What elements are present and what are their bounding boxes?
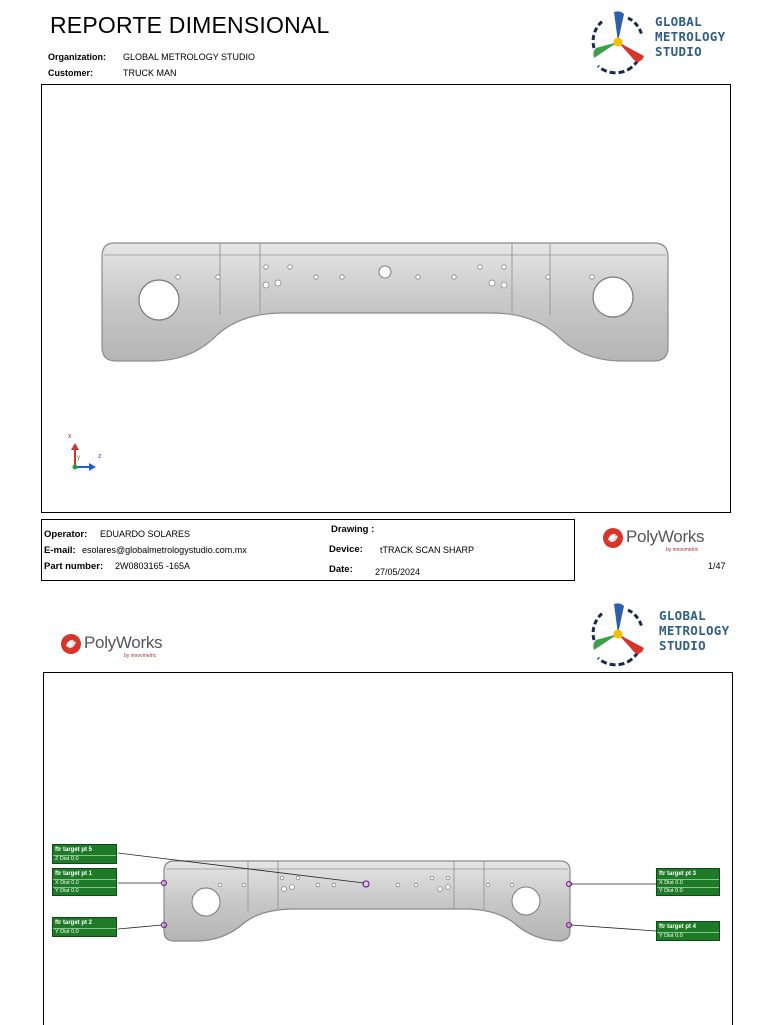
- callout-title: ftr target pt 1: [55, 871, 93, 877]
- polyworks-by-page-2: by innovmetric: [124, 653, 157, 659]
- propeller-icon: [584, 6, 652, 78]
- organization-label: Organization:: [48, 52, 106, 62]
- polyworks-brand-page-2: PolyWorks: [84, 633, 163, 652]
- logo-line-3-page-2: STUDIO: [659, 638, 706, 653]
- callout-row: Y Dist 0.0: [657, 932, 719, 940]
- date-value: 27/05/2024: [375, 567, 421, 577]
- logo-line-3: STUDIO: [655, 44, 702, 59]
- axis-label-z: z: [98, 453, 102, 460]
- company-logo: [584, 6, 746, 78]
- callout-target-pt2[interactable]: [52, 917, 117, 937]
- callout-target-pt5[interactable]: [52, 844, 117, 864]
- part-number-label: Part number:: [44, 561, 104, 572]
- axis-triad: [66, 433, 116, 473]
- polyworks-by: by innovmetric: [666, 547, 699, 553]
- logo-line-2-page-2: METROLOGY: [659, 623, 730, 638]
- logo-line-1-page-2: GLOBAL: [659, 608, 706, 623]
- callout-row: X Dist 0.0: [657, 879, 719, 887]
- email-label: E-mail:: [44, 545, 76, 556]
- callout-title: ftr target pt 2: [55, 920, 93, 926]
- part-model-front-view: [42, 85, 730, 512]
- callout-title: ftr target pt 3: [659, 871, 697, 877]
- logo-line-1: GLOBAL: [655, 14, 702, 29]
- part-number-value: 2W0803165 -165A: [115, 561, 191, 571]
- polyworks-brand: PolyWorks: [626, 527, 705, 546]
- report-info-box: [41, 519, 575, 581]
- polyworks-logo: [602, 526, 722, 556]
- callout-row: Y Dist 0.0: [53, 928, 116, 936]
- polyworks-icon: [602, 527, 624, 549]
- axis-label-y: y: [77, 455, 80, 461]
- device-label: Device:: [329, 544, 363, 555]
- callout-target-pt1[interactable]: [52, 868, 117, 896]
- logo-line-2: METROLOGY: [655, 29, 726, 44]
- date-label: Date:: [329, 564, 353, 575]
- drawing-label: Drawing :: [331, 524, 375, 535]
- callout-target-pt4[interactable]: [656, 921, 720, 941]
- polyworks-icon: [60, 633, 82, 655]
- callout-row: Y Dist 0.0: [657, 887, 719, 895]
- callout-title: ftr target pt 4: [659, 924, 697, 930]
- callout-row: Y Dist 0.0: [53, 887, 116, 895]
- callout-row: Z Dist 0.0: [53, 855, 116, 863]
- part-model-with-targets: [44, 673, 732, 1025]
- company-logo-page-2: [584, 598, 746, 670]
- callout-target-pt3[interactable]: [656, 868, 720, 896]
- report-title: REPORTE DIMENSIONAL: [50, 12, 330, 38]
- operator-value: EDUARDO SOLARES: [100, 529, 191, 539]
- axis-label-x: x: [68, 433, 72, 440]
- device-value: tTRACK SCAN SHARP: [380, 545, 475, 555]
- callout-row: X Dist 0.0: [53, 879, 116, 887]
- customer-label: Customer:: [48, 68, 94, 78]
- part-view-frame: [41, 84, 731, 513]
- organization-value: GLOBAL METROLOGY STUDIO: [123, 52, 256, 62]
- callout-title: ftr target pt 5: [55, 847, 93, 853]
- customer-value: TRUCK MAN: [123, 68, 177, 78]
- polyworks-logo-page-2: [60, 632, 180, 662]
- email-value: esolares@globalmetrologystudio.com.mx: [82, 545, 247, 555]
- propeller-icon: [584, 598, 652, 670]
- page-number: 1/47: [708, 561, 726, 571]
- operator-label: Operator:: [44, 529, 88, 540]
- part-view-frame-page-2: [43, 672, 733, 1025]
